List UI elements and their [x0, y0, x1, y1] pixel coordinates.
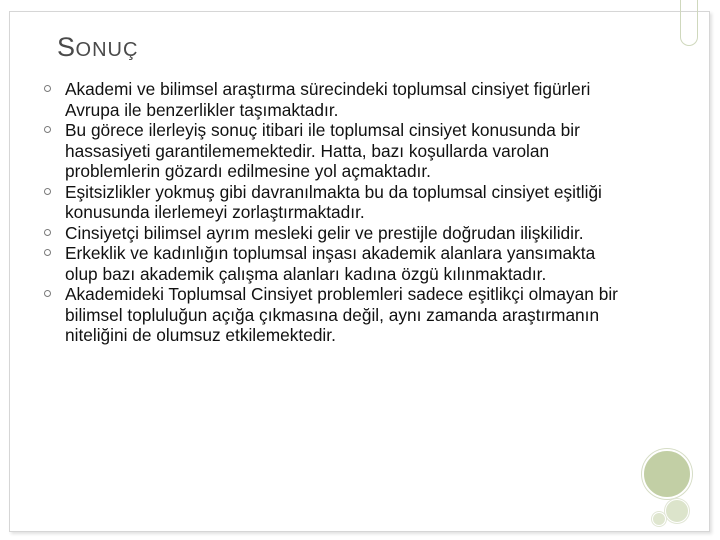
bullet-item — [44, 243, 624, 284]
bullet-ring-icon — [44, 249, 51, 256]
bullet-item — [44, 223, 624, 244]
bullet-item — [44, 284, 624, 346]
bullet-ring-icon — [44, 290, 51, 297]
bullet-text: Cinsiyetçi bilimsel ayrım mesleki gelir ve prestijle doğrudan ilişkilidir. — [65, 222, 584, 243]
bullet-text: Akademideki Toplumsal Cinsiyet problemleri sadece eşitlikçi olmayan bir bilimsel topluluğun açığa çıkmasına değil, aynı zamanda araştırmanın niteliğini de olumsuz etkilemektedir. — [65, 284, 618, 345]
bullet-text: Erkeklik ve kadınlığın toplumsal inşası akademik alanlara yansımakta olup bazı akademik çalışma alanları kadına özgü kılınmaktadır. — [65, 243, 596, 284]
decorative-circle-tiny — [652, 512, 666, 526]
bullet-ring-icon — [44, 126, 51, 133]
bullet-text: Bu görece ilerleyiş sonuç itibari ile toplumsal cinsiyet konusunda bir hassasiyeti garantilememektedir. Hatta, bazı koşullarda varolan problemlerin gözardı edilmesine yol açmaktadır. — [65, 120, 580, 181]
bullet-ring-icon — [44, 188, 51, 195]
slide-title-initial: S — [57, 32, 76, 62]
bullet-text: Eşitsizlikler yokmuş gibi davranılmakta bu da toplumsal cinsiyet eşitliği konusunda ilerlemeyi zorlaştırmaktadır. — [65, 181, 602, 222]
slide-title — [57, 32, 138, 63]
bullet-item — [44, 79, 624, 120]
corner-ring-decoration — [680, 0, 698, 46]
bullet-ring-icon — [44, 229, 51, 236]
bullet-ring-icon — [44, 85, 51, 92]
bullet-item — [44, 120, 624, 182]
bullet-list — [44, 79, 624, 346]
slide-title-rest: ONUÇ — [75, 39, 139, 61]
decorative-circle-large — [642, 449, 692, 499]
bullet-text: Akademi ve bilimsel araştırma sürecindeki toplumsal cinsiyet figürleri Avrupa ile benzerlikler taşımaktadır. — [65, 79, 591, 120]
decorative-circle-small — [665, 499, 689, 523]
bullet-item — [44, 182, 624, 223]
